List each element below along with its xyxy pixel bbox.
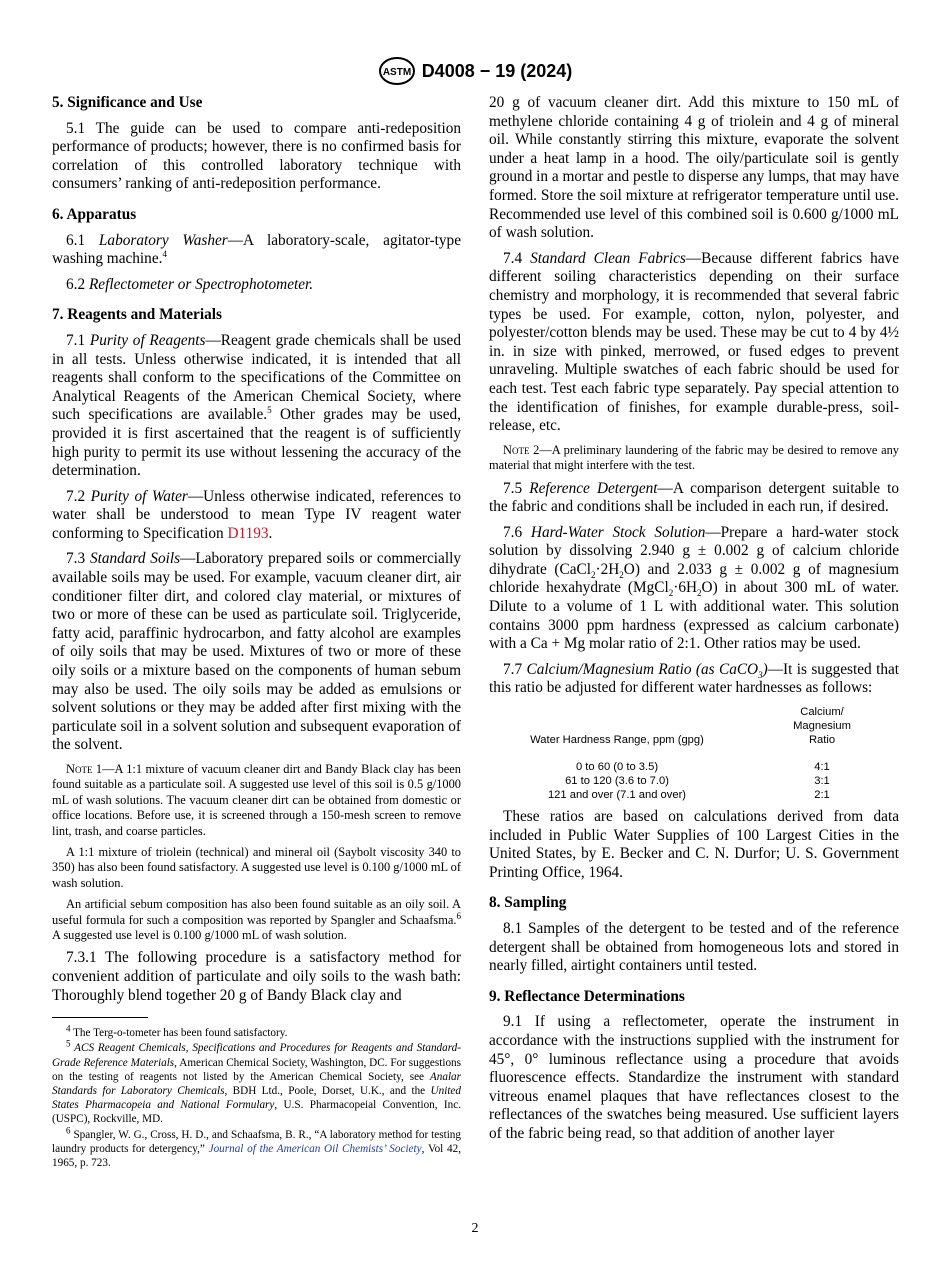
page-header: [0, 56, 950, 86]
footnote-divider: [52, 1017, 148, 1018]
para-7-3-1-continued: 20 g of vacuum cleaner dirt. Add this mixture to 150 mL of methylene chloride containing 4 g of triolein and 4 g of mineral oil. While constantly stirring this mixture, evaporate the solvent under a heat lamp in a hood. The oily/particulate soil is gently ground in a mortar and pestle to disperse any lumps, that may have formed. Store the soil mixture at refrigerator temperature until use. Recommended use level of this combined soil is 0.600 g/1000 mL of wash solution.: [489, 94, 899, 242]
para-6-1: 6.1 Laboratory Washer—A laboratory-scale, agitator-type washing machine.$^4$: [52, 231, 461, 268]
note-1-para-2: A 1:1 mixture of triolein (technical) and mineral oil (Saybolt viscosity 340 to 350) has also been found satisfactory. A suggested use level is 0.100 g/1000 mL of wash solution.: [52, 845, 461, 890]
para-7-3-1: 7.3.1 The following procedure is a satisfactory method for convenient addition of particulate and oily soils to the wash bath: Thoroughly blend together 20 g of Bandy Black clay and: [52, 949, 461, 1004]
para-6-2: 6.2 Reflectometer or Spectrophotometer.: [66, 275, 314, 293]
para-7-2: 7.2 Purity of Water—Unless otherwise indicated, references to water shall be understood to mean Type IV reagent water conforming to Specification D1193.: [52, 487, 462, 542]
para-7-1: 7.1 Purity of Reagents—Reagent grade chemicals shall be used in all tests. Unless otherwise indicated, it is intended that all reagents shall conform to the specifications of the Committee on Analytical Reagents of the American Chemical Society, where such specifications are available.$^5$ Other grades may be used, provided it is first ascertained that the reagent is of sufficiently high purity to permit its use without lessening the accuracy of the determination.: [52, 331, 461, 480]
section-8-title: 8. Sampling: [489, 894, 567, 912]
hardness-ratio-table: [489, 705, 899, 802]
note-1: Note 1—A 1:1 mixture of vacuum cleaner dirt and Bandy Black clay has been found suitable as a particulate soil. A suggested use level of this soil is 0.5 g/1000 mL of wash solutions. The vacuum cleaner dirt can be obtained from domestic or office locations. Before use, it is screened through a 150-mesh screen to remove lint, trash, and coarse particles.: [52, 762, 461, 838]
para-8-1: 8.1 Samples of the detergent to be tested and of the reference detergent shall be obtained from homogeneous lots and stored in nearly filled, airtight containers until tested.: [489, 920, 899, 975]
table-header-range: Water Hardness Range, ppm (gpg): [530, 734, 704, 747]
note-2: Note 2—A preliminary laundering of the fabric may be desired to remove any material that might interfere with the test.: [489, 442, 899, 473]
journal-link[interactable]: Journal of the American Oil Chemists’ Society: [208, 1142, 422, 1155]
para-7-3: 7.3 Standard Soils—Laboratory prepared soils or commercially available soils may be used. For example, vacuum cleaner dirt, air conditioner filter dirt, and colored clay material, or mixtures of two or more of these can be used as particulate soil. Triglyceride, fatty acid, paraffinic hydrocarbon, and fatty alcohol are examples of oily soils that may be used. Mixtures of two or more of these oily soils or a mixture based on the components of human sebum may also be used. The oily soils may be added as emulsions or solvent solutions or they may be added after first mixing with the particulate soil in a solvent solution and subsequent evaporation of the solvent.: [52, 550, 461, 754]
section-6-title: 6. Apparatus: [52, 205, 137, 223]
left-column: [52, 94, 461, 1171]
svg-text:ASTM: ASTM: [382, 67, 411, 78]
para-7-7: 7.7 Calcium/Magnesium Ratio (as CaCO$_3$)—It is suggested that this ratio be adjusted for different water hardnesses as follows:: [489, 660, 900, 697]
para-7-4: 7.4 Standard Clean Fabrics—Because different fabrics have different soiling characteristics depending on their surface chemistry and morphology, it is recommended that several fabric types be used. For example, cotton, nylon, polyester, and polyester/cotton blends may be used. These may be cut to 4 by 4½ in. in size with pinked, merrowed, or fused edges to prevent unraveling. Multiple swatches of each fabric should be used for each test. Test each fabric type separately. Pay special attention to the identification of finishes, for example durable-press, soil-release, etc.: [489, 249, 899, 435]
footnote-6: $^6$ Spangler, W. G., Cross, H. D., and Schaafsma, B. R., “A laboratory method for testing laundry products for detergency,” Journal of the American Oil Chemists’ Society, Vol 42, 1965, p. 723.: [52, 1124, 461, 1170]
page-number: 2: [471, 1221, 479, 1236]
right-column: [489, 94, 899, 1151]
para-9-1: 9.1 If using a reflectometer, operate the instrument in accordance with the instructions supplied with the instrument for 45°, 0° luminous reflectance using a procedure that avoids fluorescence effects. Standardize the instrument with standard vitreous enamel plaques that have reflectances closest to the reflectances of the swatches being measured. Use sufficient layers of the fabric being read, so that addition of another layer: [489, 1013, 899, 1142]
table-header-ratio: Calcium/ Magnesium Ratio: [793, 706, 851, 747]
para-7-5: 7.5 Reference Detergent—A comparison detergent suitable to the fabric and conditions shall be included in each run, if desired.: [489, 479, 899, 516]
section-5-title: 5. Significance and Use: [52, 94, 203, 111]
table-row: 61 to 120 (3.6 to 7.0) 3:1: [565, 775, 830, 788]
table-row: 121 and over (7.1 and over) 2:1: [547, 789, 830, 802]
para-7-6: 7.6 Hard-Water Stock Solution—Prepare a hard-water stock solution by dissolving 2.940 g ± 0.002 g of calcium chloride dihydrate $(CaCl_2\cdot 2H_2O)$ and 2.033 g ± 0.002 g of magnesium chloride hexahydrate $(MgCl_2\cdot 6H_2O)$ in about 300 mL of water. Dilute to a volume of 1 L with additional water. This solution contains 3000 ppm hardness (expressed as calcium carbonate) with a Ca + Mg molar ratio of 2:1. Other ratios may be used.: [489, 523, 900, 653]
footnote-4: $^4$ The Terg-o-tometer has been found satisfactory.: [66, 1023, 288, 1040]
table-row: 0 to 60 (0 to 3.5) 4:1: [575, 761, 830, 774]
section-7-title: 7. Reagents and Materials: [52, 306, 222, 324]
para-5-1: 5.1 The guide can be used to compare anti-redeposition performance of products; however, there is no confirmed basis for correlation of this controlled laboratory technique with consumers’ ranking of anti-redeposition performance.: [52, 119, 461, 193]
section-9-title: 9. Reflectance Determinations: [489, 987, 685, 1005]
para-after-table: These ratios are based on calculations derived from data included in Public Water Supplies of 100 Largest Cities in the United States, by E. Becker and C. N. Durfor; U. S. Government Printing Office, 1964.: [489, 808, 899, 881]
document-id: D4008 − 19 (2024): [421, 60, 573, 81]
note-1-para-3: An artificial sebum composition has also been found suitable as an oily soil. A useful formula for such a composition was reported by Spangler and Schaafsma.$^6$ A suggested use level is 0.100 g/1000 mL of wash solution.: [52, 897, 461, 943]
footnote-5: $^5$ ACS Reagent Chemicals, Specifications and Procedures for Reagents and Standard-Grade Reference Materials, American Chemical Society, Washington, DC. For suggestions on the testing of reagents not listed by the American Chemical Society, see Analar Standards for Laboratory Chemicals, BDH Ltd., Poole, Dorset, U.K., and the United States Pharmacopeia and National Formulary, U.S. Pharmacopeial Convention, Inc. (USPC), Rockville, MD.: [52, 1038, 461, 1126]
astm-logo-icon: [378, 56, 416, 86]
d1193-link[interactable]: D1193: [227, 524, 269, 542]
